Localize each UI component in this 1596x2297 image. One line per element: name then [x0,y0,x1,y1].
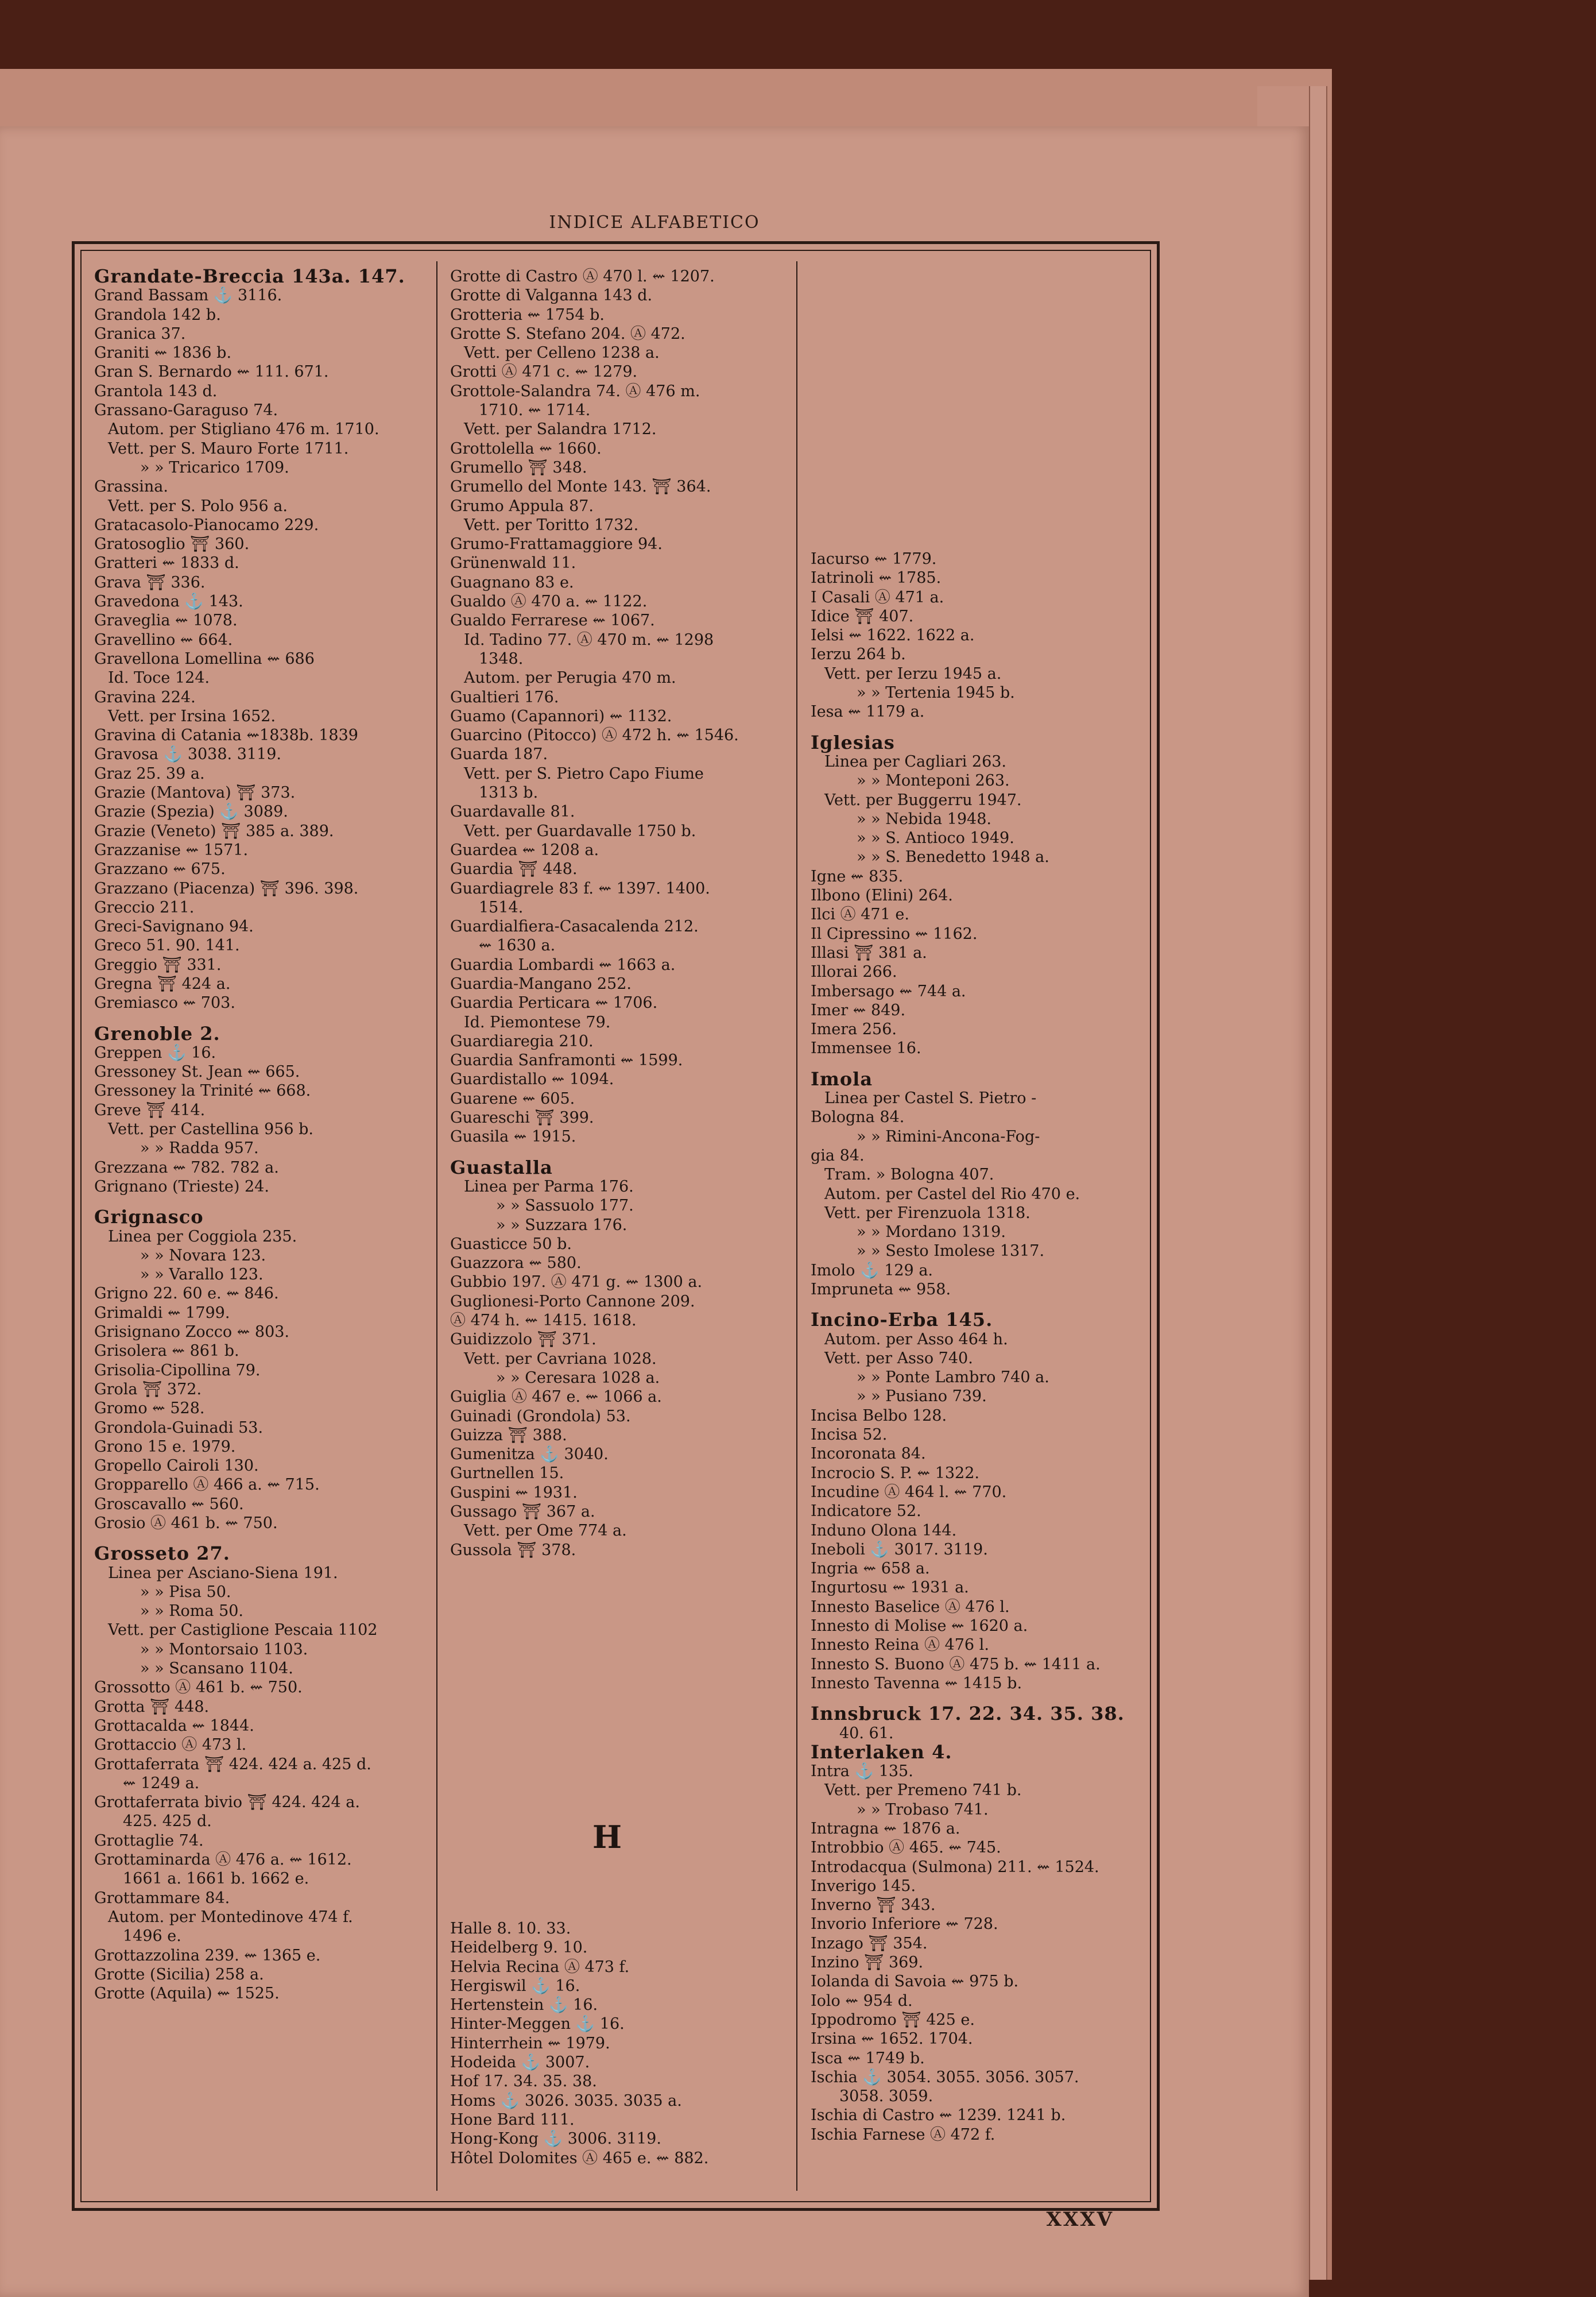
index-entry: Guardavalle 81. [450,803,575,821]
index-entry: Bologna 84. [811,1108,905,1127]
index-entry: Guidizzolo ⛩ 371. [450,1331,596,1349]
index-entry: Grotti Ⓐ 471 c. ⇜ 1279. [450,363,638,381]
index-entry: Grisignano Zocco ⇜ 803. [94,1323,290,1341]
index-entry: » » Trobaso 741. [857,1800,989,1819]
index-entry: Ischia ⚓ 3054. 3055. 3056. 3057. [811,2068,1079,2086]
index-entry: Grünenwald 11. [450,554,576,573]
index-entry: Hôtel Dolomites Ⓐ 465 e. ⇜ 882. [450,2149,709,2167]
index-entry: Greccio 211. [94,898,195,917]
index-entry: Grazie (Veneto) ⛩ 385 a. 389. [94,822,334,840]
index-entry: Guardiagrele 83 f. ⇜ 1397. 1400. [450,879,710,898]
index-entry: Invorio Inferiore ⇜ 728. [811,1915,998,1933]
index-entry: Guspini ⇜ 1931. [450,1483,578,1502]
index-entry: Inzago ⛩ 354. [811,1934,928,1952]
index-entry: Guardiaregia 210. [450,1032,594,1050]
index-entry: Grassano-Garaguso 74. [94,401,278,420]
index-entry: Grezzana ⇜ 782. 782 a. [94,1158,279,1177]
index-entry: Il Cipressino ⇜ 1162. [811,925,978,943]
index-entry: Gromo ⇜ 528. [94,1399,205,1418]
index-entry: Imola [811,1068,873,1090]
index-entry: » » Mordano 1319. [857,1223,1006,1242]
index-entry: 425. 425 d. [123,1812,212,1831]
index-entry: Innesto Baselice Ⓐ 476 l. [811,1598,1010,1616]
index-entry: » » Scansano 1104. [140,1660,293,1678]
index-entry: Ierzu 264 b. [811,645,906,664]
index-entry: Guardia-Mangano 252. [450,975,632,993]
index-entry: Indicatore 52. [811,1502,921,1521]
index-entry: » » Suzzara 176. [496,1216,627,1234]
column-rule-2 [796,261,797,2191]
index-entry: Guinadi (Grondola) 53. [450,1407,631,1425]
index-entry: Grotteria ⇜ 1754 b. [450,306,605,324]
index-entry: Grignano (Trieste) 24. [94,1177,269,1196]
index-frame [72,241,1160,2211]
index-entry: Hong-Kong ⚓ 3006. 3119. [450,2130,661,2148]
index-entry: Illasi ⛩ 381 a. [811,943,927,962]
index-entry: Gravina di Catania ⇜1838b. 1839 [94,726,358,745]
index-entry: Gressoney St. Jean ⇜ 665. [94,1063,300,1081]
index-entry: Gravellino ⇜ 664. [94,631,233,649]
index-entry: Gurtnellen 15. [450,1464,564,1483]
index-entry: Guardea ⇜ 1208 a. [450,841,599,859]
index-entry: Hergiswil ⚓ 16. [450,1977,580,1995]
index-entry: Hertenstein ⚓ 16. [450,1996,598,2014]
index-entry: Linea per Parma 176. [464,1177,634,1196]
index-entry: Vett. per Guardavalle 1750 b. [464,822,696,840]
index-entry: Guardia Lombardi ⇜ 1663 a. [450,956,676,974]
index-entry: Grottolella ⇜ 1660. [450,439,602,458]
index-entry: Gualdo Ⓐ 470 a. ⇜ 1122. [450,593,648,611]
index-entry: » » Nebida 1948. [857,810,991,828]
index-entry: Ilbono (Elini) 264. [811,887,953,905]
index-entry: Autom. per Castel del Rio 470 e. [824,1185,1080,1203]
index-entry: Helvia Recina Ⓐ 473 f. [450,1958,630,1976]
index-entry: Grotte di Castro Ⓐ 470 l. ⇜ 1207. [450,268,715,285]
index-entry: Igne ⇜ 835. [811,867,904,885]
section-letter-h: H [592,1819,622,1855]
index-entry: Grono 15 e. 1979. [94,1437,236,1456]
index-entry: Grimaldi ⇜ 1799. [94,1304,230,1322]
index-entry: Grand Bassam ⚓ 3116. [94,287,282,305]
index-entry: Guardia ⛩ 448. [450,860,578,879]
index-entry: Vett. per Cavriana 1028. [464,1349,657,1368]
index-entry: Guasila ⇜ 1915. [450,1128,576,1146]
index-entry: Incino-Erba 145. [811,1309,993,1331]
index-entry: Vett. per Premeno 741 b. [824,1781,1022,1800]
index-entry: Incudine Ⓐ 464 l. ⇜ 770. [811,1483,1007,1501]
index-entry: Inverigo 145. [811,1877,916,1895]
index-entry: Hof 17. 34. 35. 38. [450,2072,597,2091]
index-entry: I Casali Ⓐ 471 a. [811,588,944,606]
index-entry: Hodeida ⚓ 3007. [450,2054,590,2072]
index-column-2 [450,267,789,1560]
index-entry: » » Ponte Lambro 740 a. [857,1368,1049,1387]
index-entry: Gubbio 197. Ⓐ 471 g. ⇜ 1300 a. [450,1273,703,1291]
index-entry: Gressoney la Trinité ⇜ 668. [94,1082,311,1100]
index-entry: Idice ⛩ 407. [811,607,914,625]
index-entry: Vett. per Irsina 1652. [108,707,276,725]
index-entry: Homs ⚓ 3026. 3035. 3035 a. [450,2091,682,2110]
index-entry: ⇜ 1249 a. [123,1774,200,1792]
index-entry: Grottaminarda Ⓐ 476 a. ⇜ 1612. [94,1851,352,1869]
index-entry: Isca ⇜ 1749 b. [811,2049,925,2067]
index-entry: Grottacalda ⇜ 1844. [94,1716,254,1735]
index-entry: Gravellona Lomellina ⇜ 686 [94,649,315,668]
index-entry: Guardialfiera-Casacalenda 212. [450,918,699,936]
index-entry: gia 84. [811,1146,865,1165]
index-column-2-h-section [450,1919,789,2168]
index-entry: » » Pisa 50. [140,1583,231,1601]
index-entry: Ippodromo ⛩ 425 e. [811,2010,975,2029]
index-entry: Ingria ⇜ 658 a. [811,1560,930,1578]
index-entry: Gussola ⛩ 378. [450,1541,576,1559]
index-entry: Ielsi ⇜ 1622. 1622 a. [811,627,975,645]
index-entry: Granica 37. [94,324,186,343]
index-entry: Grottammare 84. [94,1889,230,1907]
index-entry: ⇜ 1630 a. [479,937,556,955]
index-entry: Grottaglie 74. [94,1831,204,1850]
index-entry: Gualtieri 176. [450,688,559,706]
index-entry: » » Pusiano 739. [857,1387,987,1406]
index-entry: Grumello del Monte 143. ⛩ 364. [450,478,711,496]
index-entry: Grottaferrata ⛩ 424. 424 a. 425 d. [94,1755,371,1773]
index-entry: 1661 a. 1661 b. 1662 e. [123,1870,309,1888]
index-entry: Guarene ⇜ 605. [450,1089,575,1108]
index-entry: Guagnano 83 e. [450,573,574,591]
index-entry: Grazzano (Piacenza) ⛩ 396. 398. [94,879,359,898]
index-entry: Guastalla [450,1156,553,1178]
index-entry: Groscavallo ⇜ 560. [94,1495,244,1513]
index-entry: Immensee 16. [811,1039,921,1058]
index-entry: Vett. per S. Polo 956 a. [108,497,288,515]
index-entry: Autom. per Stigliano 476 m. 1710. [108,420,379,439]
index-entry: Grotte (Sicilia) 258 a. [94,1965,264,1983]
index-entry: Intragna ⇜ 1876 a. [811,1820,960,1838]
index-entry: Imbersago ⇜ 744 a. [811,982,966,1000]
index-entry: Intra ⚓ 135. [811,1762,913,1781]
index-entry: Incisa 52. [811,1426,888,1444]
index-entry: Iacurso ⇜ 1779. [811,550,937,568]
index-entry: Vett. per S. Mauro Forte 1711. [108,439,349,458]
index-entry: Vett. per Castellina 956 b. [108,1120,314,1139]
index-entry: Hinterrhein ⇜ 1979. [450,2034,610,2052]
index-entry: Inzino ⛩ 369. [811,1954,924,1972]
index-entry: Incisa Belbo 128. [811,1406,947,1425]
index-entry: Gussago ⛩ 367 a. [450,1503,595,1521]
index-entry: Ineboli ⚓ 3017. 3119. [811,1540,988,1559]
index-entry: Guazzora ⇜ 580. [450,1254,582,1273]
index-entry: Grosio Ⓐ 461 b. ⇜ 750. [94,1514,278,1532]
index-entry: Ilci Ⓐ 471 e. [811,906,909,924]
index-entry: Grumo Appula 87. [450,497,594,515]
index-entry: Innesto Reina Ⓐ 476 l. [811,1636,989,1654]
index-entry: » » Novara 123. [140,1246,266,1264]
index-entry: Greggio ⛩ 331. [94,956,222,974]
index-column-3 [811,550,1149,2144]
index-entry: Illorai 266. [811,963,897,981]
index-entry: » » S. Benedetto 1948 a. [857,848,1049,867]
index-entry: Grazie (Mantova) ⛩ 373. [94,784,296,802]
index-entry: Gratacasolo-Pianocamo 229. [94,516,319,534]
index-entry: Vett. per Asso 740. [824,1349,973,1367]
index-entry: Heidelberg 9. 10. [450,1939,588,1957]
index-entry: Graz 25. 39 a. [94,764,205,783]
index-entry: Imer ⇜ 849. [811,1001,906,1019]
index-entry: Grava ⛩ 336. [94,573,206,591]
index-entry: Gregna ⛩ 424 a. [94,975,231,993]
index-entry: Interlaken 4. [811,1741,952,1763]
index-entry: Guglionesi-Porto Cannone 209. [450,1292,695,1310]
index-entry: Grazie (Spezia) ⚓ 3089. [94,803,288,821]
index-entry: 1313 b. [479,784,539,802]
index-entry: Grottaccio Ⓐ 473 l. [94,1736,247,1754]
index-entry: Guardistallo ⇜ 1094. [450,1070,614,1089]
index-entry: Graniti ⇜ 1836 b. [94,344,232,362]
index-entry: » » Tricarico 1709. [140,458,289,477]
index-entry: Vett. per Ierzu 1945 a. [824,664,1002,683]
index-entry: 1514. [479,898,524,917]
index-entry: Grenoble 2. [94,1022,220,1045]
index-frame-inner [80,250,1151,2202]
index-entry: Grottole-Salandra 74. Ⓐ 476 m. [450,382,700,400]
index-entry: Guardia Sanframonti ⇜ 1599. [450,1051,683,1070]
index-entry: Id. Tadino 77. Ⓐ 470 m. ⇜ 1298 [464,631,714,649]
index-entry: Grotta ⛩ 448. [94,1697,210,1716]
index-entry: Ischia Farnese Ⓐ 472 f. [811,2125,995,2144]
index-entry: Iglesias [811,731,895,753]
index-entry: Incrocio S. P. ⇜ 1322. [811,1464,979,1482]
index-entry: 1710. ⇜ 1714. [479,401,591,420]
index-entry: Linea per Coggiola 235. [108,1227,297,1246]
index-entry: Halle 8. 10. 33. [450,1920,571,1938]
index-entry: Grottaferrata bivio ⛩ 424. 424 a. [94,1793,360,1812]
index-entry: Greppen ⚓ 16. [94,1043,216,1062]
index-entry: Vett. per Buggerru 1947. [824,791,1022,809]
index-entry: Gumenitza ⚓ 3040. [450,1445,609,1464]
index-column-1 [94,267,433,2003]
index-entry: Gratteri ⇜ 1833 d. [94,554,239,573]
index-entry: Grisolera ⇜ 861 b. [94,1342,239,1360]
index-entry: Grumo-Frattamaggiore 94. [450,535,663,554]
index-entry: Autom. per Asso 464 h. [824,1330,1008,1348]
index-entry: Linea per Asciano-Siena 191. [108,1564,338,1582]
index-entry: Vett. per Celleno 1238 a. [464,344,660,362]
index-entry: Grotte (Aquila) ⇜ 1525. [94,1985,280,2003]
index-entry: Guarda 187. [450,745,548,764]
index-entry: » » Tertenia 1945 b. [857,684,1015,702]
index-entry: Grumello ⛩ 348. [450,458,587,477]
index-entry: Iolanda di Savoia ⇜ 975 b. [811,1973,1019,1991]
index-entry: Hinter-Meggen ⚓ 16. [450,2015,625,2033]
index-entry: Grigno 22. 60 e. ⇜ 846. [94,1285,279,1303]
running-head: INDICE ALFABETICO [549,212,760,233]
index-entry: Greco 51. 90. 141. [94,937,240,955]
index-entry: Grignasco [94,1206,204,1228]
index-entry: 40. 61. [839,1724,894,1742]
index-entry: 1348. [479,649,524,668]
index-entry: Gropparello Ⓐ 466 a. ⇜ 715. [94,1476,320,1494]
index-entry: Ischia di Castro ⇜ 1239. 1241 b. [811,2106,1066,2125]
index-entry: Grassina. [94,478,168,496]
index-entry: Ingurtosu ⇜ 1931 a. [811,1579,969,1597]
index-entry: Guiglia Ⓐ 467 e. ⇜ 1066 a. [450,1388,662,1406]
index-entry: Grazzanise ⇜ 1571. [94,841,249,859]
index-entry: Gualdo Ferrarese ⇜ 1067. [450,612,655,630]
index-entry: » » Varallo 123. [140,1266,264,1284]
index-entry: Guarcino (Pitocco) Ⓐ 472 h. ⇜ 1546. [450,726,739,745]
index-entry: Greve ⛩ 414. [94,1101,206,1119]
index-entry: 3058. 3059. [839,2087,933,2106]
index-entry: Innesto Tavenna ⇜ 1415 b. [811,1674,1022,1692]
index-entry: Innsbruck 17. 22. 34. 35. 38. [811,1703,1125,1725]
index-entry: » » Montorsaio 1103. [140,1640,308,1658]
index-entry: Grantola 143 d. [94,382,218,400]
index-entry: Grotte di Valganna 143 d. [450,287,653,305]
index-entry: Irsina ⇜ 1652. 1704. [811,2030,973,2048]
index-entry: Grandola 142 b. [94,306,221,324]
index-entry: Introdacqua (Sulmona) 211. ⇜ 1524. [811,1858,1099,1876]
index-entry: Grossotto Ⓐ 461 b. ⇜ 750. [94,1679,303,1697]
index-entry: Guareschi ⛩ 399. [450,1109,594,1127]
index-entry: Id. Piemontese 79. [464,1013,611,1031]
index-entry: Inverno ⛩ 343. [811,1896,936,1915]
index-entry: Vett. per Salandra 1712. [464,420,657,439]
index-entry: Imolo ⚓ 129 a. [811,1261,933,1279]
index-entry: » » Sassuolo 177. [496,1197,634,1215]
index-entry: Guardia Perticara ⇜ 1706. [450,994,658,1012]
index-entry: Vett. per Ome 774 a. [464,1522,627,1540]
index-entry: Vett. per S. Pietro Capo Fiume [464,764,704,783]
index-entry: Grisolia-Cipollina 79. [94,1361,261,1379]
index-entry: Innesto S. Buono Ⓐ 475 b. ⇜ 1411 a. [811,1655,1101,1673]
index-entry: Guizza ⛩ 388. [450,1426,567,1444]
index-entry: Incoronata 84. [811,1445,926,1463]
index-entry: Gratosoglio ⛩ 360. [94,535,250,554]
index-entry: Innesto di Molise ⇜ 1620 a. [811,1617,1028,1635]
index-entry: Grazzano ⇜ 675. [94,860,226,879]
index-entry: Grotte S. Stefano 204. Ⓐ 472. [450,324,685,343]
index-entry: Grandate-Breccia 143a. 147. [94,265,405,287]
index-entry: » » S. Antioco 1949. [857,829,1014,848]
index-entry: Induno Olona 144. [811,1521,957,1540]
index-entry: Gravedona ⚓ 143. [94,593,243,611]
index-entry: Impruneta ⇜ 958. [811,1280,951,1298]
index-entry: Vett. per Castiglione Pescaia 1102 [108,1621,378,1639]
index-entry: » » Sesto Imolese 1317. [857,1242,1045,1260]
index-entry: Autom. per Montedinove 474 f. [108,1908,353,1926]
index-entry: Tram. » Bologna 407. [824,1166,994,1184]
page-number: XXXV [1046,2208,1114,2231]
index-entry: Id. Toce 124. [108,669,210,687]
index-entry: Vett. per Toritto 1732. [464,516,639,534]
index-entry: Iolo ⇜ 954 d. [811,1991,913,2010]
index-entry: Greci-Savignano 94. [94,918,254,936]
index-entry: Guasticce 50 b. [450,1235,572,1253]
index-entry: Gran S. Bernardo ⇜ 111. 671. [94,363,329,381]
index-entry: Grosseto 27. [94,1542,230,1565]
index-entry: Graveglia ⇜ 1078. [94,612,238,630]
column-rule-1 [436,261,437,2191]
index-entry: Gropello Cairoli 130. [94,1457,259,1475]
index-entry: Iatrinoli ⇜ 1785. [811,569,942,587]
index-entry: Vett. per Firenzuola 1318. [824,1204,1031,1222]
index-entry: Gravina 224. [94,688,196,706]
index-entry: Gremiasco ⇜ 703. [94,994,235,1012]
index-entry: Linea per Cagliari 263. [824,752,1007,771]
index-entry: Grottazzolina 239. ⇜ 1365 e. [94,1946,321,1965]
index-entry: Guamo (Capannori) ⇜ 1132. [450,707,672,725]
index-entry: Grondola-Guinadi 53. [94,1418,264,1437]
index-entry: Autom. per Perugia 470 m. [464,669,676,687]
index-entry: Introbbio Ⓐ 465. ⇜ 745. [811,1839,1001,1857]
index-entry: » » Monteponi 263. [857,772,1010,790]
index-entry: Grola ⛩ 372. [94,1380,202,1398]
book-page [0,126,1309,2297]
index-entry: Ⓐ 474 h. ⇜ 1415. 1618. [450,1312,637,1330]
index-entry: 1496 e. [123,1927,181,1946]
index-entry: Linea per Castel S. Pietro - [824,1089,1037,1108]
index-entry: » » Ceresara 1028 a. [496,1368,660,1387]
index-entry: Iesa ⇜ 1179 a. [811,703,925,721]
index-entry: » » Rimini-Ancona-Fog- [857,1127,1040,1146]
index-entry: » » Roma 50. [140,1602,244,1621]
index-entry: Hone Bard 111. [450,2110,575,2129]
index-entry: Gravosa ⚓ 3038. 3119. [94,745,281,764]
index-entry: » » Radda 957. [140,1139,259,1158]
index-entry: Imera 256. [811,1020,897,1039]
